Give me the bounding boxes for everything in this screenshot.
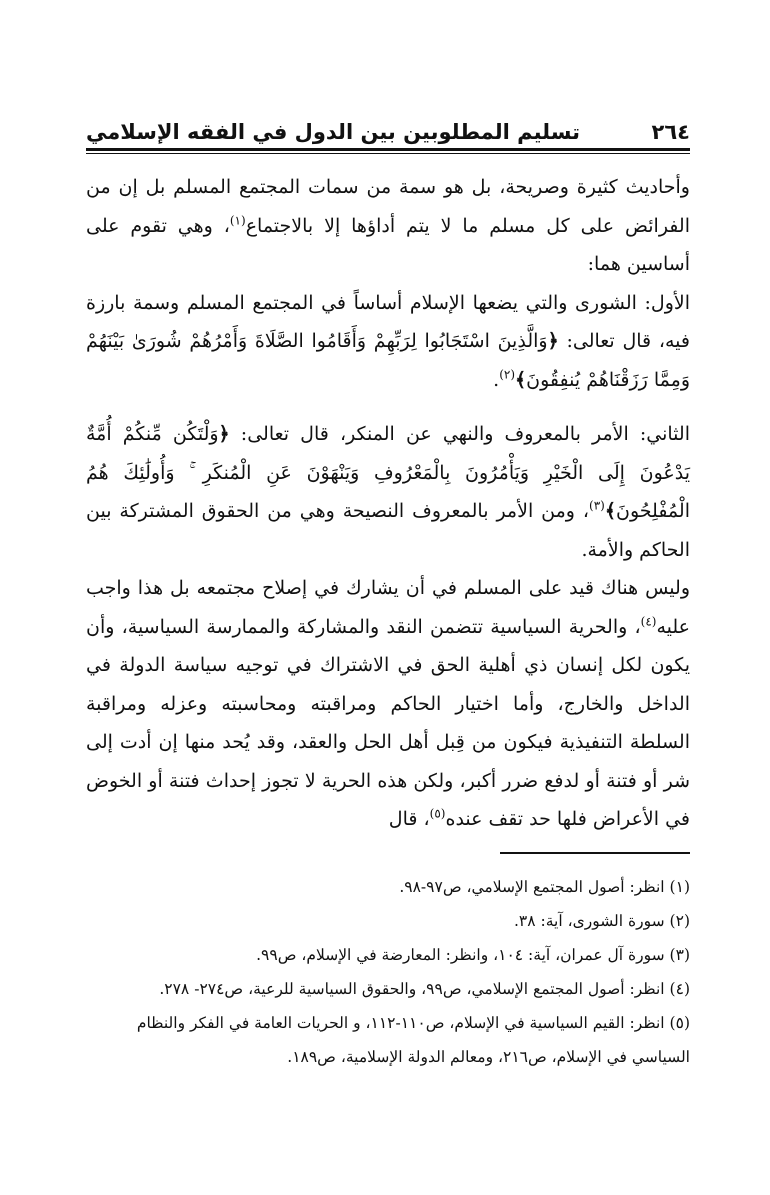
quran-bracket-close: ﴾ — [604, 500, 616, 522]
footnote-ref-3: (٣) — [589, 498, 605, 513]
footnote-ref-1: (١) — [229, 213, 246, 228]
quran-verse-shura: وَالَّذِينَ اسْتَجَابُوا لِرَبِّهِمْ وَأَقَامُوا الصَّلَاةَ وَأَمْرُهُمْ شُورَىٰ بَيْنَهُمْ وَمِمَّا رَزَقْنَاهُمْ يُنفِقُونَ — [86, 330, 690, 391]
main-text — [86, 168, 690, 839]
header-rule-thin — [86, 153, 690, 154]
footnote-ref-5: (٥) — [429, 806, 446, 821]
paragraph-3: الثاني: الأمر بالمعروف والنهي عن المنكر، قال تعالى: ﴿وَلْتَكُن مِّنكُمْ أُمَّةٌ يَدْعُونَ إِلَى الْخَيْرِ وَيَأْمُرُونَ بِالْمَعْرُوفِ وَيَنْهَوْنَ عَنِ الْمُنكَرِ ۚ وَأُولَٰئِكَ هُمُ الْمُفْلِحُونَ﴾$^{(٣)}$، ومن الأمر بالمعروف النصيحة وهي من الحقوق المشتركة بين الحاكم والأمة. — [86, 423, 690, 561]
header-rule-thick — [86, 148, 690, 151]
paragraph-4: وليس هناك قيد على المسلم في أن يشارك في إصلاح مجتمعه بل هذا واجب عليه$^{(٤)}$، والحرية السياسية تتضمن النقد والمشاركة والممارسة السياسية، وأن يكون لكل إنسان ذي أهلية الحق في الاشتراك في توجيه سياسة الدولة في الداخل والخارج، وأما اختيار الحاكم ومراقبته ومحاسبته وعزله ومراقبة السلطة التنفيذية فيكون من قِبل أهل الحل والعقد، وقد يُحد منها إن أدت إلى شر أو فتنة أو لدفع ضرر أكبر، ولكن هذه الحرية لا تجوز إحداث فتنة أو الخوض في الأعراض فلها حد تقف عنده$^{(٥)}$، قال — [86, 577, 690, 830]
quran-verse-al-imran: وَلْتَكُن مِّنكُمْ أُمَّةٌ يَدْعُونَ إِلَى الْخَيْرِ وَيَأْمُرُونَ بِالْمَعْرُوفِ وَيَنْهَوْنَ عَنِ الْمُنكَرِ ۚ وَأُولَٰئِكَ هُمُ الْمُفْلِحُونَ — [86, 423, 690, 522]
page-header — [86, 110, 690, 144]
quran-bracket-open: ﴿ — [547, 330, 559, 352]
footnote-separator — [500, 852, 690, 854]
footnote-item: (١) انظر: أصول المجتمع الإسلامي، ص٩٧-٩٨. — [399, 878, 690, 896]
footnote-item: (٣) سورة آل عمران، آية: ١٠٤، وانظر: المعارضة في الإسلام، ص٩٩. — [256, 946, 690, 964]
footnote-ref-2: (٢) — [499, 367, 516, 382]
paragraph-gap — [86, 399, 690, 415]
quran-bracket-open: ﴿ — [218, 423, 230, 445]
paragraph-1: وأحاديث كثيرة وصريحة، بل هو سمة من سمات المجتمع المسلم بل إن من الفرائض على كل مسلم ما لا يتم أداؤها إلا بالاجتماع$^{(١)}$، وهي تقوم على أساسين هما: — [86, 176, 690, 275]
footnote-ref-4: (٤) — [640, 614, 657, 629]
quran-bracket-close: ﴾ — [515, 368, 527, 391]
paragraph-2: الأول: الشورى والتي يضعها الإسلام أساساً في المجتمع المسلم وسمة بارزة فيه، قال تعالى: ﴿وَالَّذِينَ اسْتَجَابُوا لِرَبِّهِمْ وَأَقَامُوا الصَّلَاةَ وَأَمْرُهُمْ شُورَىٰ بَيْنَهُمْ وَمِمَّا رَزَقْنَاهُمْ يُنفِقُونَ﴾$^{(٢)}$. — [86, 291, 690, 391]
page-number: ٢٦٤ — [651, 120, 690, 144]
footnote-item: (٤) انظر: أصول المجتمع الإسلامي، ص٩٩، والحقوق السياسية للرعية، ص٢٧٤- ٢٧٨. — [159, 980, 690, 998]
footnote-item: (٥) انظر: القيم السياسية في الإسلام، ص١١٠-١١٢، و الحريات العامة في الفكر والنظام السياسي في الإسلام، ص٢١٦، ومعالم الدولة الإسلامية، ص١٨٩. — [136, 1014, 690, 1066]
footnotes — [86, 870, 690, 1074]
footnote-item: (٢) سورة الشورى، آية: ٣٨. — [513, 912, 690, 930]
running-title: تسليم المطلوبين بين الدول في الفقه الإسلامي — [86, 120, 581, 144]
